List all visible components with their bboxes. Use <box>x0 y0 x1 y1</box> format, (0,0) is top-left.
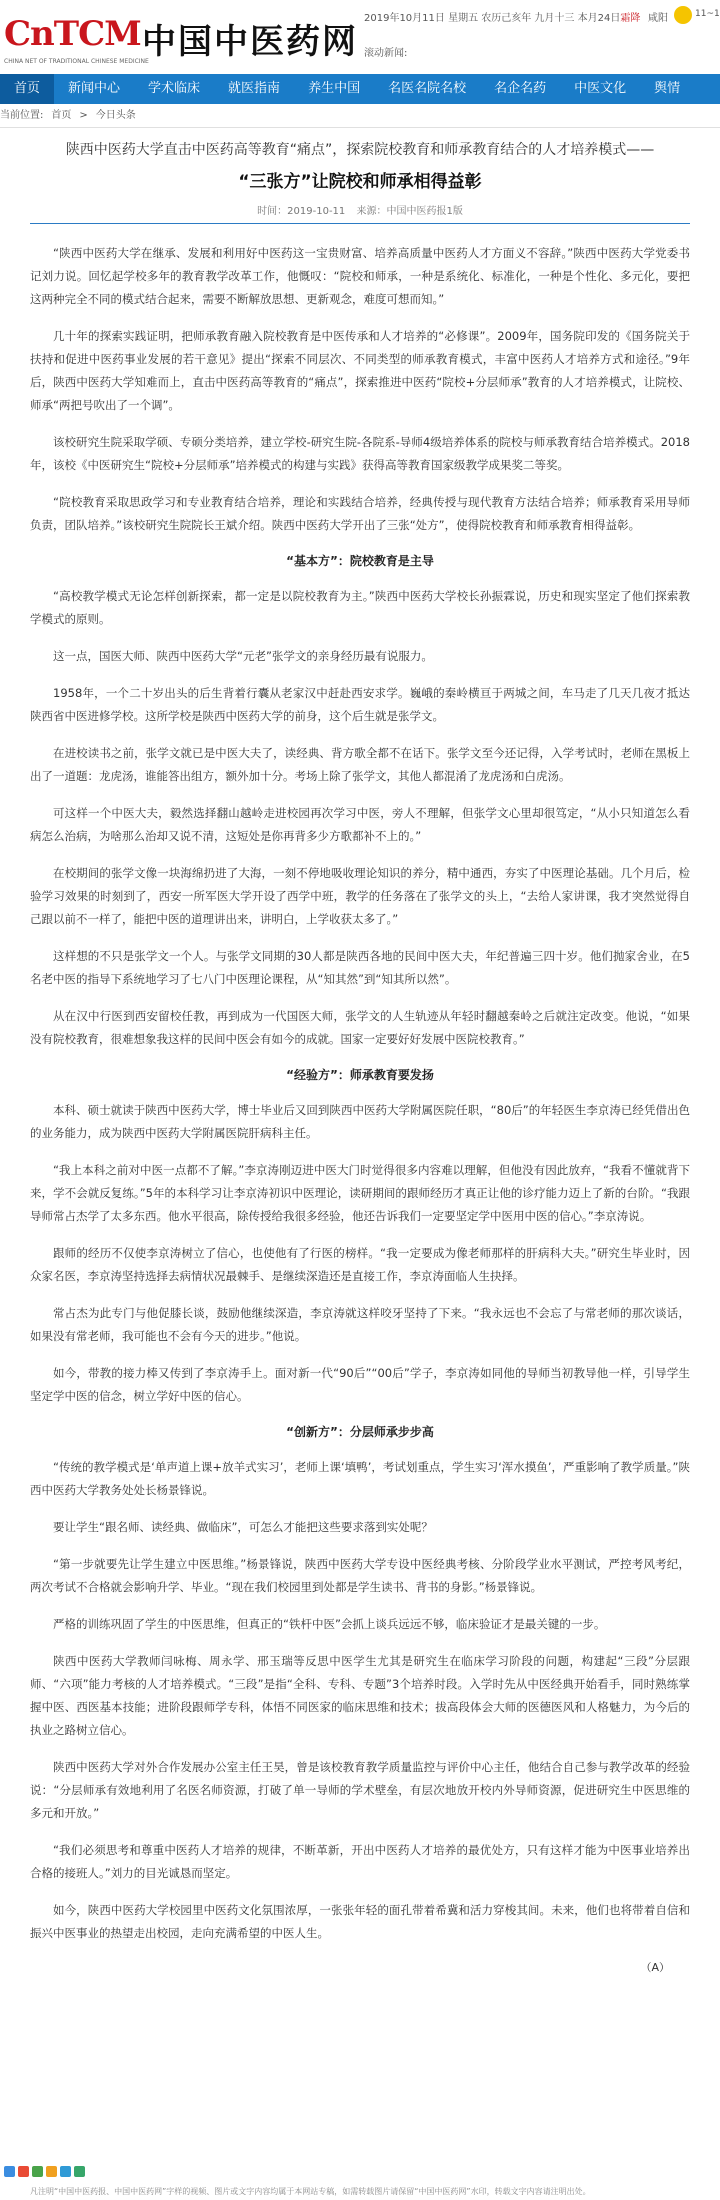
article-paragraph: 要让学生“跟名师、读经典、做临床”，可怎么才能把这些要求落到实处呢？ <box>53 1520 433 1534</box>
nav-news[interactable]: 新闻中心 <box>68 81 121 96</box>
article-paragraph: 可这样一个中医大夫，毅然选择翻山越岭走进校园再次学习中医，旁人不理解，但张学文心里却很笃定，“从小只知道怎么看病怎么治病，为啥那么治却又说不清，这短处是你再背多少方歌都补不上的。” <box>30 806 690 843</box>
nav-enterprise[interactable]: 名企名药 <box>494 81 547 96</box>
article-paragraph: 陕西中医药大学教师闫咏梅、周永学、邢玉瑞等反思中医学生尤其是研究生在临床学习阶段的问题，构建起“三段”分层跟师、“六项”能力考核的人才培养模式。“三段”是指“全科、专科、专题”3个培养时段。入学时先从中医经典开始看手，同时熟练掌握中医、西医基本技能；进阶段跟师学专科，体悟不同医家的临床思维和技术；拔高段体会大师的医德医风和人格魅力，为今后的执业之路树立信心。 <box>30 1654 690 1737</box>
section-heading: “经验方”：师承教育要发扬 <box>286 1068 434 1082</box>
article-paragraph: 陕西中医药大学对外合作发展办公室主任王昊，曾是该校教育教学质量监控与评价中心主任，他结合自己参与教学改革的经验说：“分层师承有效地利用了名医名师资源，打破了单一导师的学术壁垒，有层次地放开校内外导师资源，促进研究生中医思维的多元和开放。” <box>30 1760 690 1820</box>
article-paragraph: 常占杰为此专门与他促膝长谈，鼓励他继续深造，李京涛就这样咬牙坚持了下来。“我永远也不会忘了与常老师的那次谈话，如果没有常老师，我可能也不会有今天的进步。”他说。 <box>30 1306 690 1343</box>
article-meta <box>30 202 690 224</box>
sun-icon <box>674 6 692 24</box>
article-paragraph: 如今，带教的接力棒又传到了李京涛手上。面对新一代“90后”“00后”学子，李京涛如同他的导师当初教导他一样，引导学生坚定学中医的信念，树立学好中医的信心。 <box>30 1366 690 1403</box>
article-paragraph: 这一点，国医大师、陕西中医药大学“元老”张学文的亲身经历最有说服力。 <box>53 649 433 663</box>
logo-subtitle: CHINA NET OF TRADITIONAL CHINESE MEDICINE <box>4 58 149 65</box>
article-paragraph: 从在汉中行医到西安留校任教，再到成为一代国医大师，张学文的人生轨迹从年轻时翻越秦岭之后就注定改变。他说，“如果没有院校教育，很难想象我这样的民间中医会有如今的成就。国家一定要好好发展中医院校教育。” <box>30 1009 690 1046</box>
article-paragraph: 几十年的探索实践证明，把师承教育融入院校教育是中医传承和人才培养的“必修课”。2009年，国务院印发的《国务院关于扶持和促进中医药事业发展的若干意见》提出“探索不同层次、不同类型的师承教育模式，丰富中医药人才培养方式和途径。”9年后，陕西中医药大学知难而上，直击中医药高等教育的“痛点”，探索推进中医药“院校+分层师承”教育的人才培养模式，让院校、师承“两把号吹出了一个调”。 <box>30 329 690 412</box>
article-source: 来源：中国中医药报1版 <box>356 206 463 217</box>
rolling-news-label: 滚动新闻: <box>364 48 408 59</box>
share-icon[interactable] <box>4 2166 15 2177</box>
weather-temp: 11~1 <box>695 9 720 19</box>
article-lead: 陕西中医药大学直击中医药高等教育“痛点”，探索院校教育和师承教育结合的人才培养模式—— <box>65 142 655 158</box>
article-paragraph: “第一步就要先让学生建立中医思维。”杨景锋说，陕西中医药大学专设中医经典考核、分阶段学业水平测试，严控考风考纪，两次考试不合格就会影响升学、毕业。“现在我们校园里到处都是学生读书、背书的身影。”杨景锋说。 <box>30 1557 690 1594</box>
breadcrumb-label: 当前位置: <box>0 110 44 121</box>
article-body <box>30 242 690 1945</box>
site-logo[interactable] <box>4 14 149 65</box>
article-paragraph: “陕西中医药大学在继承、发展和利用好中医药这一宝贵财富、培养高质量中医药人才方面义不容辞。”陕西中医药大学党委书记刘力说。回忆起学校多年的教育教学改革工作，他慨叹：“院校和师承，一种是系统化、标准化，一种是个性化、多元化，要把这两种完全不同的模式结合起来，需要不断解放思想、更新观念，难度可想而知。” <box>30 246 690 306</box>
share-icon[interactable] <box>32 2166 43 2177</box>
article-time: 时间：2019-10-11 <box>257 206 346 217</box>
article-paragraph: “我们必须思考和尊重中医药人才培养的规律，不断革新，开出中医药人才培养的最优处方，只有这样才能为中医事业培养出合格的接班人。”刘力的目光诚恳而坚定。 <box>30 1843 690 1880</box>
breadcrumb-home[interactable]: 首页 <box>51 110 72 121</box>
share-icon[interactable] <box>74 2166 85 2177</box>
article-paragraph: 该校研究生院采取学硕、专硕分类培养，建立学校-研究生院-各院系-导师4级培养体系的院校与师承教育结合培养模式。2018年，该校《中医研究生“院校+分层师承”培养模式的构建与实践》获得高等教育国家级教学成果奖二等奖。 <box>30 435 690 472</box>
section-heading: “创新方”：分层师承步步高 <box>286 1425 434 1439</box>
share-icon[interactable] <box>46 2166 57 2177</box>
article-paragraph: 如今，陕西中医药大学校园里中医药文化氛围浓厚，一张张年轻的面孔带着希冀和活力穿梭其间。未来，他们也将带着自信和振兴中医事业的热望走出校园，走向充满希望的中医人生。 <box>30 1903 690 1940</box>
solar-term: 霜降 <box>620 13 641 24</box>
article-paragraph: “院校教育采取思政学习和专业教育结合培养，理论和实践结合培养，经典传授与现代教育方法结合培养；师承教育采用导师负责，团队培养。”该校研究生院院长王斌介绍。陕西中医药大学开出了三张“处方”，使得院校教育和师承教育相得益彰。 <box>30 495 690 532</box>
article-paragraph: 严格的训练巩固了学生的中医思维，但真正的“铁杆中医”会抓上谈兵远远不够，临床验证才是最关键的一步。 <box>53 1617 606 1631</box>
share-icon[interactable] <box>18 2166 29 2177</box>
nav-health[interactable]: 养生中国 <box>308 81 361 96</box>
nav-culture[interactable]: 中医文化 <box>574 81 627 96</box>
article-paragraph: 跟师的经历不仅使李京涛树立了信心，也使他有了行医的榜样。“我一定要成为像老师那样的肝病科大夫。”研究生毕业时，因众家名医，李京涛坚持选择去病情状况最棘手、是继续深造还是直接工作，李京涛面临人生抉择。 <box>30 1246 690 1283</box>
nav-opinion[interactable]: 舆情 <box>654 81 681 96</box>
share-icon[interactable] <box>60 2166 71 2177</box>
article-paragraph: 1958年，一个二十岁出头的后生背着行囊从老家汉中赶赴西安求学。巍峨的秦岭横亘于两城之间，车马走了几天几夜才抵达陕西省中医进修学校。这所学校是陕西中医药大学的前身，这个后生就是张学文。 <box>30 686 690 723</box>
article-paragraph: 本科、硕士就读于陕西中医药大学，博士毕业后又回到陕西中医药大学附属医院任职，“80后”的年轻医生李京涛已经凭借出色的业务能力，成为陕西中医药大学附属医院肝病科主任。 <box>30 1103 690 1140</box>
weather-city: 咸阳 <box>648 13 668 24</box>
main-nav <box>0 74 720 104</box>
article-sign: （A） <box>640 1961 670 1974</box>
article-paragraph: 在校期间的张学文像一块海绵扔进了大海，一刻不停地吸收理论知识的养分，精中通西，夯实了中医理论基础。几个月后，检验学习效果的时刻到了，西安一所军医大学开设了西学中班，教学的任务落在了张学文的头上，“去给人家讲课，我才突然觉得自己跟以前不一样了，能把中医的道理讲出来，讲明白，上学收获太多了。” <box>30 866 690 926</box>
nav-famous[interactable]: 名医名院名校 <box>388 81 467 96</box>
breadcrumb-section[interactable]: 今日头条 <box>95 110 136 121</box>
section-heading: “基本方”：院校教育是主导 <box>286 554 434 568</box>
article-paragraph: “传统的教学模式是‘单声道上课+放羊式实习’，老师上课‘填鸭’，考试划重点，学生实习‘浑水摸鱼’，严重影响了教学质量。”陕西中医药大学教务处处长杨景锋说。 <box>30 1460 690 1497</box>
nav-guide[interactable]: 就医指南 <box>228 81 281 96</box>
footer-note: 凡注明“中国中医药报、中国中医药网”字样的视频、图片或文字内容均属于本网站专稿，如需转载图片请保留“中国中医药网”水印，转载文字内容请注明出处。 <box>30 2187 591 2196</box>
article-paragraph: “高校教学模式无论怎样创新探索，都一定是以院校教育为主。”陕西中医药大学校长孙振霖说，历史和现实坚定了他们探索教学模式的原则。 <box>30 589 690 626</box>
header-date <box>364 9 640 24</box>
nav-home[interactable]: 首页 <box>0 74 54 104</box>
breadcrumb <box>0 104 720 128</box>
logo-text: CnTCM <box>4 14 141 54</box>
article <box>0 140 720 1975</box>
site-header <box>0 0 720 74</box>
article-paragraph: “我上本科之前对中医一点都不了解。”李京涛刚迈进中医大门时觉得很多内容难以理解，但他没有因此放弃，“我看不懂就背下来，学不会就反复练。”5年的本科学习让李京涛初识中医理论，读研期间的跟师经历才真正让他的诊疗能力迈上了新的台阶。“我跟导师常占杰学了太多东西。他水平很高，除传授给我很多经验，他还告诉我们一定要坚定学中医用中医的信心。”李京涛说。 <box>30 1163 690 1223</box>
date-text: 2019年10月11日 星期五 农历己亥年 九月十三 本月24日 <box>364 13 621 24</box>
site-title[interactable]: 中国中医药网 <box>142 22 358 62</box>
share-bar <box>4 2166 85 2177</box>
nav-academic[interactable]: 学术临床 <box>148 81 201 96</box>
article-paragraph: 这样想的不只是张学文一个人。与张学文同期的30人都是陕西各地的民间中医大夫，年纪普遍三四十岁。他们抛家舍业，在5名老中医的指导下系统地学习了七八门中医理论课程，从“知其然”到“知其所以然”。 <box>30 949 690 986</box>
article-title: “三张方”让院校和师承相得益彰 <box>238 172 482 192</box>
article-paragraph: 在进校读书之前，张学文就已是中医大夫了，读经典、背方歌全都不在话下。张学文至今还记得，入学考试时，老师在黑板上出了一道题：龙虎汤，谁能答出组方，额外加十分。考场上除了张学文，其他人都混淆了龙虎汤和白虎汤。 <box>30 746 690 783</box>
breadcrumb-sep: > <box>79 110 88 121</box>
